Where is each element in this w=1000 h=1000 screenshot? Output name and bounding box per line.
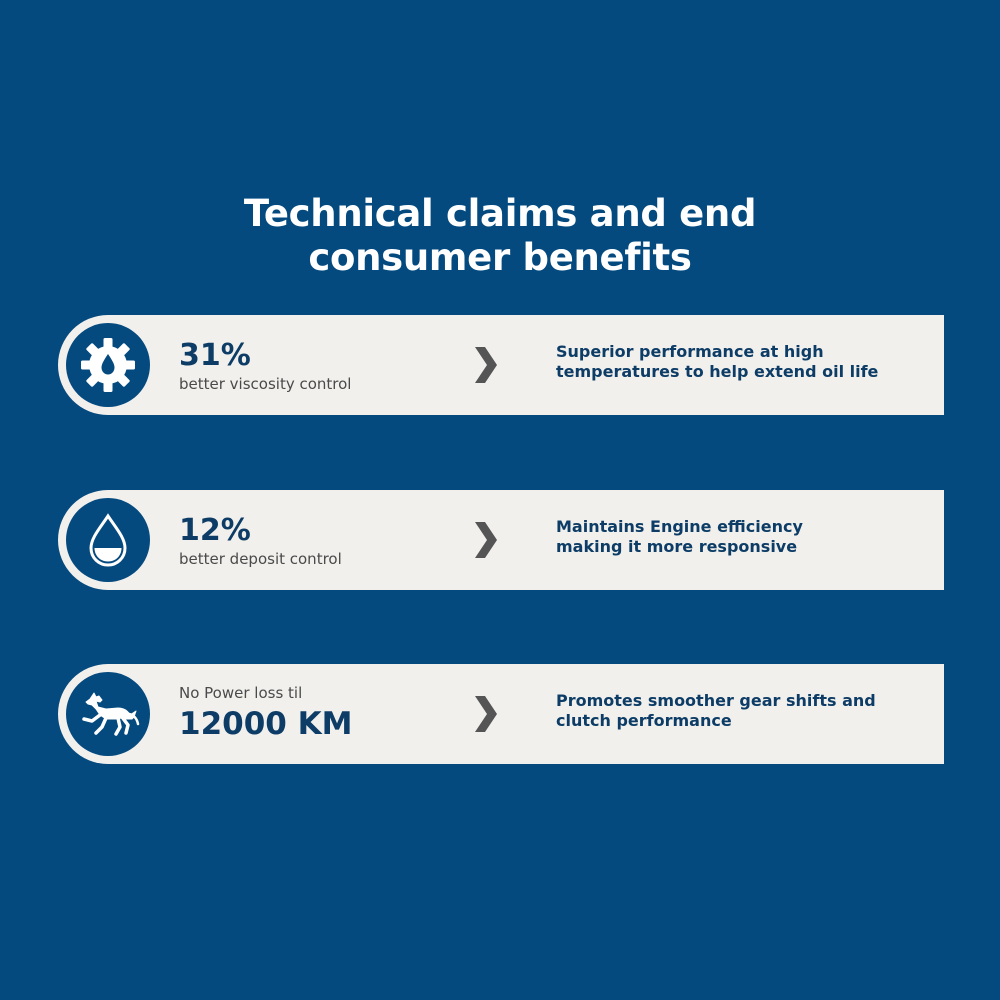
icon-badge <box>58 315 158 415</box>
claim-value: 12000 KM <box>179 706 353 742</box>
benefit-text <box>556 342 916 382</box>
benefit-line-2: temperatures to help extend oil life <box>556 362 879 381</box>
benefit-line-1: Promotes smoother gear shifts and <box>556 691 876 710</box>
claim-row-deposit <box>58 490 944 590</box>
benefit-text <box>556 691 916 731</box>
claim-text <box>179 684 353 741</box>
title-line-2: consumer benefits <box>308 236 692 279</box>
claim-row-viscosity <box>58 315 944 415</box>
claim-value: 31% <box>179 338 251 373</box>
horse-icon <box>76 689 140 739</box>
chevron-right-icon <box>471 518 501 562</box>
benefit-line-1: Maintains Engine efficiency <box>556 517 803 536</box>
claim-caption: No Power loss til <box>179 684 303 702</box>
claim-text <box>179 339 351 394</box>
chevron-right-icon <box>471 692 501 736</box>
icon-badge <box>58 490 158 590</box>
droplet-icon <box>83 512 133 568</box>
icon-badge <box>58 664 158 764</box>
claim-row-power <box>58 664 944 764</box>
benefit-line-2: clutch performance <box>556 711 732 730</box>
page-title <box>0 192 1000 280</box>
gear-droplet-icon <box>80 337 136 393</box>
benefit-line-2: making it more responsive <box>556 537 798 556</box>
benefit-text <box>556 517 916 557</box>
claim-caption: better deposit control <box>179 550 342 568</box>
claim-caption: better viscosity control <box>179 375 352 393</box>
title-line-1: Technical claims and end <box>243 192 757 235</box>
claim-text <box>179 514 342 569</box>
claim-value: 12% <box>179 513 251 548</box>
chevron-right-icon <box>471 343 501 387</box>
benefit-line-1: Superior performance at high <box>556 342 824 361</box>
